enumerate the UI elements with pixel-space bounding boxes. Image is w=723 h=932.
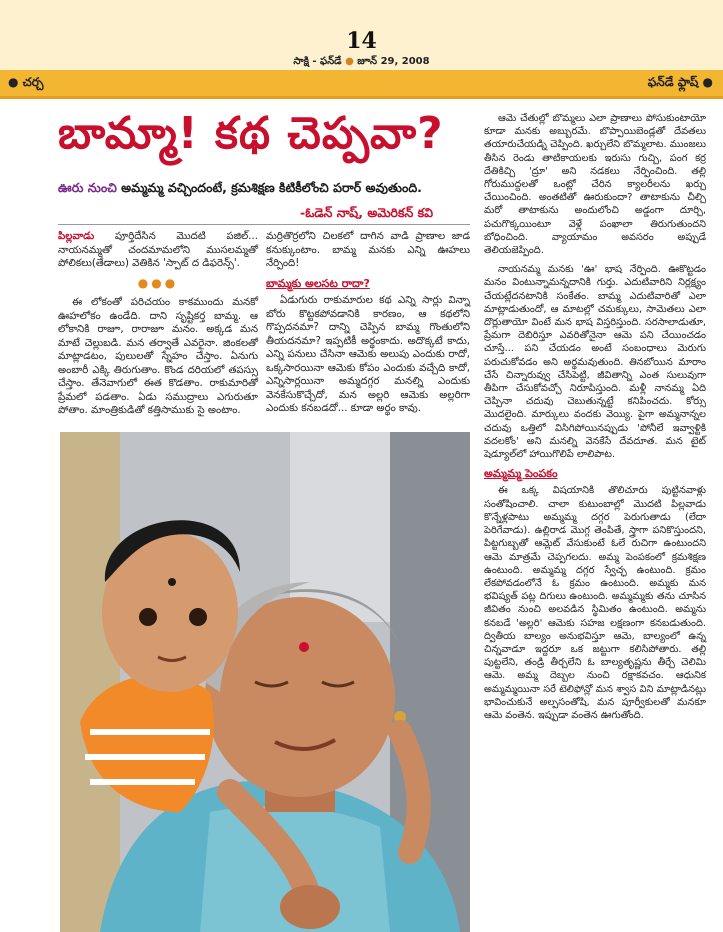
- paragraph: ఆమె చేతుల్లో బొమ్మలు ఎలా ప్రాణాలు పోసుకుంటాయో కూడా మనకు అబ్బురమే. బొప్పాయిబెండ్లతో దేవతలు తయారుచేయడ్ని చెప్పింది. ఖర్చులేని బొమ్మలాట. ముంజలు తీసిన రెండు తాటికాయలకు ఇరుసు గుచ్చి, పంగ కర్ర దేతికిచ్చి 'ద్రూ' అని నడకలు నేర్పించింది. తల్లి గోరుముద్దలతో ఒంట్లో చేరిన క్యాలరీలను ఖర్చు చేయించింది. అంతటితో ఊరుకుందా? తాటాకును చీల్చి మరో తాటాకును అందులోంచి అడ్డంగా దూర్చి, పచుగొక్కయింటూ వెళ్లే పంఖాలా తిరుగుతుందని బోధించింది. వ్యాయామం అవసరం అప్పుడే తెలియజెప్పింది.: [484, 113, 706, 257]
- paragraph: నాయనమ్మ మనకు 'ఊ' భాష నేర్పింది. ఊకొట్టడం మనం వింటున్నామన్నదానికి గుర్తు. ఎదుటివారిని నిర్లక్ష్యం చేయట్లేదనటానికి సంకేతం. బామ్మ ఎదుటివారితో ఎలా మాట్లాడుతుందో, ఆ మాటల్లో చమక్కులు, సామెతలు ఎలా దొర్లుతాయో వింటే మన భాష విస్తరిస్తుంది. సరసాలాడుతూ, ప్రేమగా దెబిరిస్తూ ఎవరితోనైనా ఆమె పని చేయించడం చూస్తే... పని చేయడం అంటే సంబంధాలు మెరుగు పరుచుకోవడం అని అర్థమవుతుంది. తినబోయిన మారాం చేసే చిన్నారువ్వు చేసిపెట్టి, జీవితాన్ని ఎంత సులువుగా తీపిగా చేసుకోవచ్చో నిరూపిస్తుంది. మళ్లీ నానమ్మ ఏది చెప్పినా చదువు చెబుతున్నట్టే కనిపించదు. కోర్సు మొదలైంది. మార్కులు వందకు వెయ్యి. పైగా అమ్మనాన్నల చదువు ఒత్తిలో విసిగిపోయినప్పుడు 'పోనీలే ఇవ్వాళ్టికి వదలకోం' అని మనల్ని వెనకేసే దేవదూత. మన టైట్ షెడ్యూల్‌లో హాయిగొలిపే లాలిపాట.: [484, 264, 706, 461]
- section-label-right: ఫన్‌డే ఫ్లాష్ ●: [647, 75, 713, 89]
- subhead: [58, 180, 478, 199]
- section-subtitle: అమ్మమ్మ పెంపకం: [484, 467, 558, 481]
- paragraph: ఈ ఒక్క విషయానికి తొలిచూరు పుట్టినవాళ్లు సంతోషించాలి. చాలా కుటుంబాల్లో మొదటి పిల్లవాడు కొన్నేళ్లపాటు అమ్మమ్మ దగ్గర పెరుగుతాడు (లేదా పెరిగేవాడు). ఉల్లిరాడ మొగ్గ తెంపితే, స్త్రాగా పనికొస్తుందని, పిట్టగుబ్బతో ఆమ్లెట్ వేసుకుంటే ఓలే రుచిగా ఉంటుందని ఆమె మాత్రమే చెప్పగలదు. అమ్మ పెంపకంలో క్రమశిక్షణ ఉంటుంది. అమ్మమ్మ దగ్గర స్వేచ్ఛ ఉంటుంది. క్రమం లేకపోవడంలోనే ఓ క్రమం ఉంటుంది. అమ్మకు మన భవిష్యత్ పట్ల దిగులు ఉంటుంది. అమ్మమ్మకు తను చూసిన జీవితం నుంచి అలవడిన స్థిమితం ఉంటుంది. అమ్మను కనబడే 'అల్లరి' ఆమెకు సహజ లక్షణంగా కనబడుతుంది. ద్వితీయ బాల్యం అనుభవిస్తూ ఆమె, బాల్యంలో ఉన్న చిన్నవాడూ ఇద్దరూ ఒక జట్టుగా కలిసిపోతారు. తల్లి పుట్టలేని, తండ్రి తీర్చలేని ఓ బాల్యతృష్ణను తీర్చే చెలిమి ఆమె. అమ్మ దెబ్బల నుంచి రక్షాకవచం. ఆధునిక అమ్మమ్మయినా సరే టెలిఫోన్లో మన శ్వాస విని మాట్లాడినట్లు భావించుకునే అల్పసంతోషి, మన పూర్వీకులతో మనకూ ఆమె వంతెన. ఇప్పుడా వంతెన ఊగుతోంది.: [484, 485, 706, 721]
- paragraph: మర్రితొర్రలోని చిలకలో దాగిన వాడి ప్రాణాల జాడ కనుక్కుంటాం. బామ్మ మనకు ఎన్ని ఊహలు నేర్పింది!: [266, 231, 470, 269]
- subhead-text: అమ్మమ్మ వచ్చిందంటే, క్రమశిక్షణ కిటికీలోంచి పరార్ అవుతుంది.: [121, 180, 422, 195]
- grandmother-child-illustration: [60, 432, 470, 932]
- ornament-dots-icon: ●●●: [137, 275, 179, 290]
- quote-attribution: -ఓడెన్ నాష్, అమెరికన్ కవి: [300, 205, 434, 220]
- header-rule: [0, 96, 723, 99]
- paragraph: ఈ లోకంతో పరిచయం కాకముందు మనకో ఊహలోకం ఉండేది. దాని సృష్టికర్త బామ్మ. ఆ లోకానికి రాజూ, రారాజూ మనం. అక్కడ మన మాటే చెల్లుబడి. మన తర్వాతే ఎవరైనా. జింకలతో మాట్లాడటం, పులులతో స్నేహం చేస్తాం. ఏనుగు అంబారీ ఎక్కి తిరుగుతాం. కొండ దరియలో తపస్సు చేస్తాం. తేనెవాగులో ఈత కొడతాం. రాకుమారితో ప్రేమలో పడతాం. ఏడు సముద్రాలు ఎగురుతూ పోతాం. మాంత్రికుడితో కత్తిసాముకు సై అంటాం.: [58, 297, 258, 416]
- publication-name: సాక్షి - ఫన్‌డే: [293, 56, 342, 67]
- separator-dot-icon: ●: [345, 56, 354, 67]
- article-column-1: [58, 230, 258, 424]
- page-number: 14: [346, 28, 377, 54]
- section-band: [0, 70, 723, 96]
- section-label-left: ● చర్చ: [8, 75, 44, 89]
- lead-word: పిల్లవాడు: [58, 231, 95, 242]
- section-subtitle: బామ్మకు అలసట రాదా?: [266, 276, 370, 290]
- article-column-2: [266, 230, 470, 422]
- paragraph: ఏడుగురు రాకుమారుల కథ ఎన్ని సార్లు విన్నా బోరు కొట్టకపోవడానికి కారణం, ఆ కథలోని గొప్పదనమా? దాన్ని చెప్పిన బామ్మ గొంతులోని తీయదనమా? ఇప్పటికీ అర్థంకాదు. అదొక్కటే కాదు, ఎన్ని పనులు చేసినా ఆమెకు అలుపు ఎందుకు రాదో, ఒక్కసారయినా ఆమెకు కోపం ఎందుకు వచ్చేది కాదో, ఎన్నిసార్లయినా అమ్మదగ్గర మనల్ని ఎందుకు వెనకేసుకొచ్చేదో, మన అల్లరి ఆమెకు అల్లరిగా ఎందుకు కనబడదో... కూడా అర్థం కావు.: [266, 295, 470, 414]
- dateline: [0, 55, 723, 69]
- subhead-accent: ఊరు నుంచి: [58, 180, 117, 195]
- headline: బామ్మా! కథ చెప్పవా?: [58, 108, 444, 159]
- paragraph: పిల్లవాడు పూర్తిదేసిన మొదటి పజిల్... నాయనమ్మతో చందమామలోని ముసలమ్మతో పోలికలు(తేడాలు) వెతికిన 'స్పాట్ ద డిఫరెన్స్'.: [58, 231, 258, 269]
- issue-date: జూన్ 29, 2008: [357, 56, 430, 67]
- article-column-3: [484, 112, 706, 728]
- article-photo: [60, 432, 470, 932]
- headline-divider: [58, 224, 470, 225]
- page-header: [0, 0, 723, 70]
